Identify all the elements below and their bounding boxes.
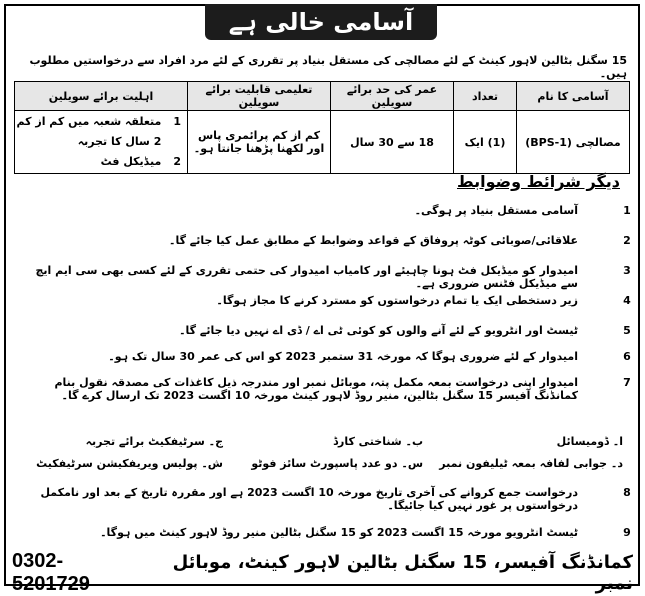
rule-number: 5 xyxy=(623,324,631,337)
footer-text: کمانڈنگ آفیسر، 15 سگنل بٹالین لاہور کینٹ، موبائل نمبر xyxy=(172,552,633,594)
rule-number: 2 xyxy=(623,234,631,247)
list-item xyxy=(16,294,636,307)
rule-text: امیدوار کے لئے ضروری ہوگا کہ مورخہ 31 ستمبر 2023 کو اس کی عمر 30 سال تک ہو۔ xyxy=(108,350,578,363)
rule-text: امیدوار اپنی درخواست بمعہ مکمل پتہ، موبائل نمبر اور مندرجہ ذیل کاغذات کی مصدقہ نقول بنام کمانڈنگ آفیسر 15 سگنل بٹالین، منیر روڈ لاہور کینٹ مورخہ 10 اگست 2023 تک ارسال کرے گا۔ xyxy=(54,376,578,402)
list-item xyxy=(16,376,636,402)
document-item: د۔ جوابی لفافہ بمعہ ٹیلیفون نمبر xyxy=(439,456,623,470)
section-heading: دیگر شرائط وضوابط xyxy=(457,172,620,191)
document-item: ش۔ پولیس ویریفکیشن سرٹیفکیٹ xyxy=(36,456,223,470)
rule-text: درخواست جمع کروانے کی آخری تاریخ مورخہ 10 اگست 2023 ہے اور مقررہ تاریخ کے بعد اور نامکمل درخواستوں پر غور نہیں کیا جائیگا۔ xyxy=(40,486,578,512)
list-item xyxy=(16,486,636,512)
rule-text: امیدوار کو میڈیکل فٹ ہونا چاہیئے اور کامیاب امیدوار کی حتمی تقرری کے لئے کسی بھی سی ایم ایچ سے میڈیکل فٹنس ضروری ہے۔ xyxy=(35,264,578,290)
document-item: ا۔ ڈومیسائل xyxy=(556,434,623,448)
cell-post: مصالچی (BPS-1) xyxy=(517,111,630,174)
document-item: س۔ دو عدد پاسپورٹ سائز فوٹو xyxy=(251,456,423,470)
eligibility-number: 1 xyxy=(173,115,181,128)
cell-eligibility xyxy=(15,111,188,174)
table-header-eligibility: اہلیت برائے سویلین xyxy=(15,82,188,111)
table-header-education: تعلیمی قابلیت برائے سویلین xyxy=(188,82,331,111)
rule-number: 4 xyxy=(623,294,631,307)
rule-text: علاقائی/صوبائی کوٹہ پروفاق کے قواعد وضوابط کے مطابق عمل کیا جائے گا۔ xyxy=(169,234,578,247)
rule-number: 1 xyxy=(623,204,631,217)
posts-table xyxy=(14,81,630,174)
rule-number: 9 xyxy=(623,526,631,539)
list-item xyxy=(16,204,636,217)
footer xyxy=(0,550,645,595)
cell-count: (1) ایک xyxy=(454,111,517,174)
documents-row xyxy=(23,430,623,452)
list-item xyxy=(16,526,636,539)
rule-number: 7 xyxy=(623,376,631,389)
rule-number: 8 xyxy=(623,486,631,499)
rule-text: زیر دستخطی ایک یا تمام درخواستوں کو مسترد کرنے کا مجاز ہوگا۔ xyxy=(216,294,578,307)
phone-number: 0302-5201729 xyxy=(12,550,90,595)
table-header-count: تعداد xyxy=(454,82,517,111)
page-title: آسامی خالی ہے xyxy=(205,4,437,40)
cell-age: 18 سے 30 سال xyxy=(331,111,454,174)
list-item xyxy=(16,234,636,247)
table-row xyxy=(15,111,630,174)
eligibility-item xyxy=(16,152,181,172)
table-header-age: عمر کی حد برائے سویلین xyxy=(331,82,454,111)
document-item: ب۔ شناختی کارڈ xyxy=(333,434,423,448)
list-item xyxy=(16,324,636,337)
cell-education: کم از کم پرائمری پاس اور لکھنا پڑھنا جانتا ہو۔ xyxy=(188,111,331,174)
list-item xyxy=(16,264,636,290)
list-item xyxy=(16,350,636,363)
documents-row xyxy=(23,452,623,474)
eligibility-text: متعلقہ شعبہ میں کم از کم 2 سال کا تجربہ xyxy=(16,115,162,148)
document-item: ج۔ سرٹیفکیٹ برائے تجربہ xyxy=(85,434,223,448)
eligibility-number: 2 xyxy=(173,155,181,168)
rule-number: 3 xyxy=(623,264,631,277)
eligibility-text: میڈیکل فٹ xyxy=(100,155,162,168)
intro-text: 15 سگنل بٹالین لاہور کینٹ کے لئے مصالچی کی مستقل بنیاد پر تقرری کے لئے مرد افراد سے درخواستیں مطلوب ہیں۔ xyxy=(29,54,627,80)
rule-text: ٹیسٹ انٹرویو مورخہ 15 اگست 2023 کو 15 سگنل بٹالین منیر روڈ لاہور کینٹ میں ہوگا۔ xyxy=(100,526,578,539)
eligibility-item xyxy=(16,112,181,152)
documents-list xyxy=(23,430,623,474)
table-header-post: آسامی کا نام xyxy=(517,82,630,111)
rule-text: ٹیسٹ اور انٹرویو کے لئے آنے والوں کو کوئی ٹی اے / ڈی اے نہیں دیا جائے گا۔ xyxy=(179,324,578,337)
rule-number: 6 xyxy=(623,350,631,363)
rule-text: آسامی مستقل بنیاد پر ہوگی۔ xyxy=(414,204,578,217)
